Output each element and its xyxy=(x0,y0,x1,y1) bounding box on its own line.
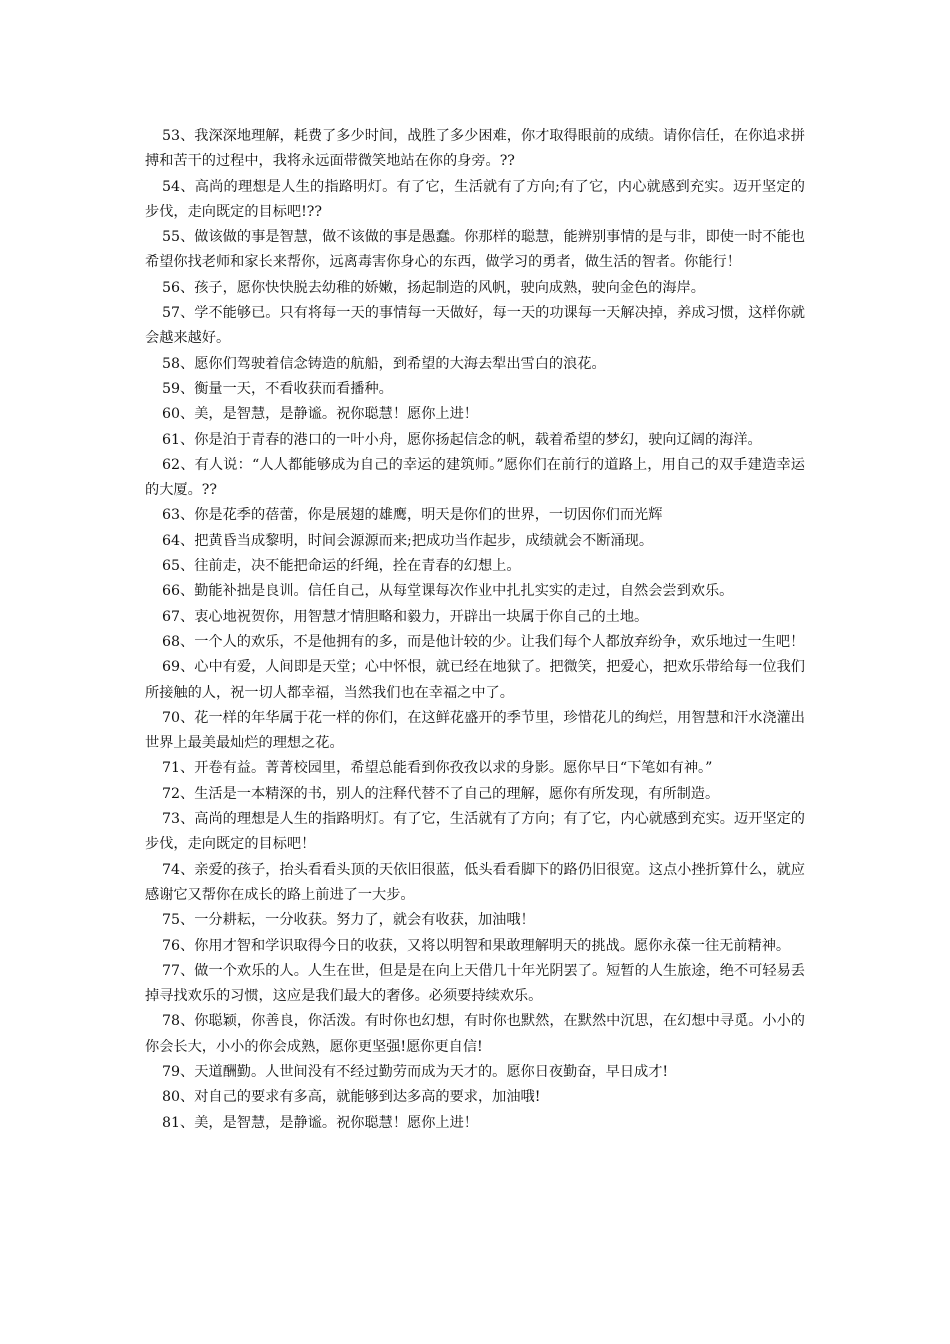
paragraph-56: 56、孩子，愿你快快脱去幼稚的娇嫩，扬起制造的风帆，驶向成熟，驶向金色的海岸。 xyxy=(162,279,705,296)
paragraph-60: 60、美，是智慧，是静谧。祝你聪慧！愿你上进！ xyxy=(162,406,478,423)
paragraph-68: 68、一个人的欢乐，不是他拥有的多，而是他计较的少。让我们每个人都放弃纷争，欢乐地过一生吧！ xyxy=(162,633,805,650)
paragraph-65: 65、往前走，决不能把命运的纤绳，拴在青春的幻想上。 xyxy=(162,558,521,575)
paragraph-76: 76、你用才智和学识取得今日的收获，又将以明智和果敢理解明天的挑战。愿你永葆一往无前精神。 xyxy=(162,937,791,954)
paragraph-79: 79、天道酬勤。人世间没有不经过勤劳而成为天才的。愿你日夜勤奋，早日成才! xyxy=(162,1063,669,1080)
paragraph-57: 57、学不能够已。只有将每一天的事情每一天做好，每一天的功课每一天解决掉，养成习惯，这样你就会越来越好。 xyxy=(145,305,805,347)
paragraph-53: 53、我深深地理解，耗费了多少时间，战胜了多少困难，你才取得眼前的成绩。请你信任，在你追求拼搏和苦干的过程中，我将永远面带微笑地站在你的身旁。?? xyxy=(145,128,805,170)
paragraph-61: 61、你是泊于青春的港口的一叶小舟，愿你扬起信念的帆，载着希望的梦幻，驶向辽阔的海洋。 xyxy=(162,431,762,448)
paragraph-66: 66、勤能补拙是良训。信任自己，从每堂课每次作业中扎扎实实的走过，自然会尝到欢乐。 xyxy=(162,583,734,600)
paragraph-78: 78、你聪颖，你善良，你活泼。有时你也幻想，有时你也默然，在默然中沉思，在幻想中寻觅。小小的你会长大，小小的你会成熟，愿你更坚强!愿你更自信! xyxy=(145,1013,805,1055)
paragraph-81: 81、美，是智慧，是静谧。祝你聪慧！愿你上进！ xyxy=(162,1114,478,1131)
paragraph-73: 73、高尚的理想是人生的指路明灯。有了它，生活就有了方向；有了它，内心就感到充实。迈开坚定的步伐，走向既定的目标吧！ xyxy=(145,811,805,853)
paragraph-72: 72、生活是一本精深的书，别人的注释代替不了自己的理解，愿你有所发现，有所制造。 xyxy=(162,785,720,802)
paragraph-62: 62、有人说：“人人都能够成为自己的幸运的建筑师。”愿你们在前行的道路上，用自己的双手建造幸运的大厦。?? xyxy=(145,456,805,499)
paragraph-67: 67、衷心地祝贺你，用智慧才情胆略和毅力，开辟出一块属于你自己的土地。 xyxy=(162,608,649,625)
paragraph-80: 80、对自己的要求有多高，就能够到达多高的要求，加油哦! xyxy=(162,1089,541,1106)
paragraph-77: 77、做一个欢乐的人。人生在世，但是是在向上天借几十年光阴罢了。短暂的人生旅途，绝不可轻易丢掉寻找欢乐的习惯，这应是我们最大的奢侈。必须要持续欢乐。 xyxy=(145,962,805,1005)
paragraph-55: 55、做该做的事是智慧，做不该做的事是愚蠢。你那样的聪慧，能辨别事情的是与非，即使一时不能也希望你找老师和家长来帮你，远离毒害你身心的东西，做学习的勇者，做生活的智者。你能行！ xyxy=(145,229,805,271)
paragraph-70: 70、花一样的年华属于花一样的你们，在这鲜花盛开的季节里，珍惜花儿的绚烂，用智慧和汗水浇灌出世界上最美最灿烂的理想之花。 xyxy=(145,709,805,752)
paragraph-64: 64、把黄昏当成黎明，时间会源源而来;把成功当作起步，成绩就会不断涌现。 xyxy=(162,532,654,549)
paragraph-59: 59、衡量一天，不看收获而看播种。 xyxy=(162,380,393,397)
document-page xyxy=(145,124,805,1136)
paragraph-58: 58、愿你们驾驶着信念铸造的航船，到希望的大海去犁出雪白的浪花。 xyxy=(162,355,606,372)
paragraph-63: 63、你是花季的蓓蕾，你是展翅的雄鹰，明天是你们的世界，一切因你们而光辉 xyxy=(162,507,663,524)
paragraph-75: 75、一分耕耘，一分收获。努力了，就会有收获，加油哦！ xyxy=(162,912,535,929)
paragraph-69: 69、心中有爱，人间即是天堂；心中怀恨，就已经在地狱了。把微笑，把爱心，把欢乐带给每一位我们所接触的人，祝一切人都幸福，当然我们也在幸福之中了。 xyxy=(145,659,805,701)
paragraph-74: 74、亲爱的孩子，抬头看看头顶的天依旧很蓝，低头看看脚下的路仍旧很宽。这点小挫折算什么，就应感谢它又帮你在成长的路上前进了一大步。 xyxy=(145,861,805,903)
paragraph-54: 54、高尚的理想是人生的指路明灯。有了它，生活就有了方向;有了它，内心就感到充实。迈开坚定的步伐，走向既定的目标吧!?? xyxy=(145,178,805,220)
paragraph-71: 71、开卷有益。菁菁校园里，希望总能看到你孜孜以求的身影。愿你早日“下笔如有神。” xyxy=(162,760,713,777)
